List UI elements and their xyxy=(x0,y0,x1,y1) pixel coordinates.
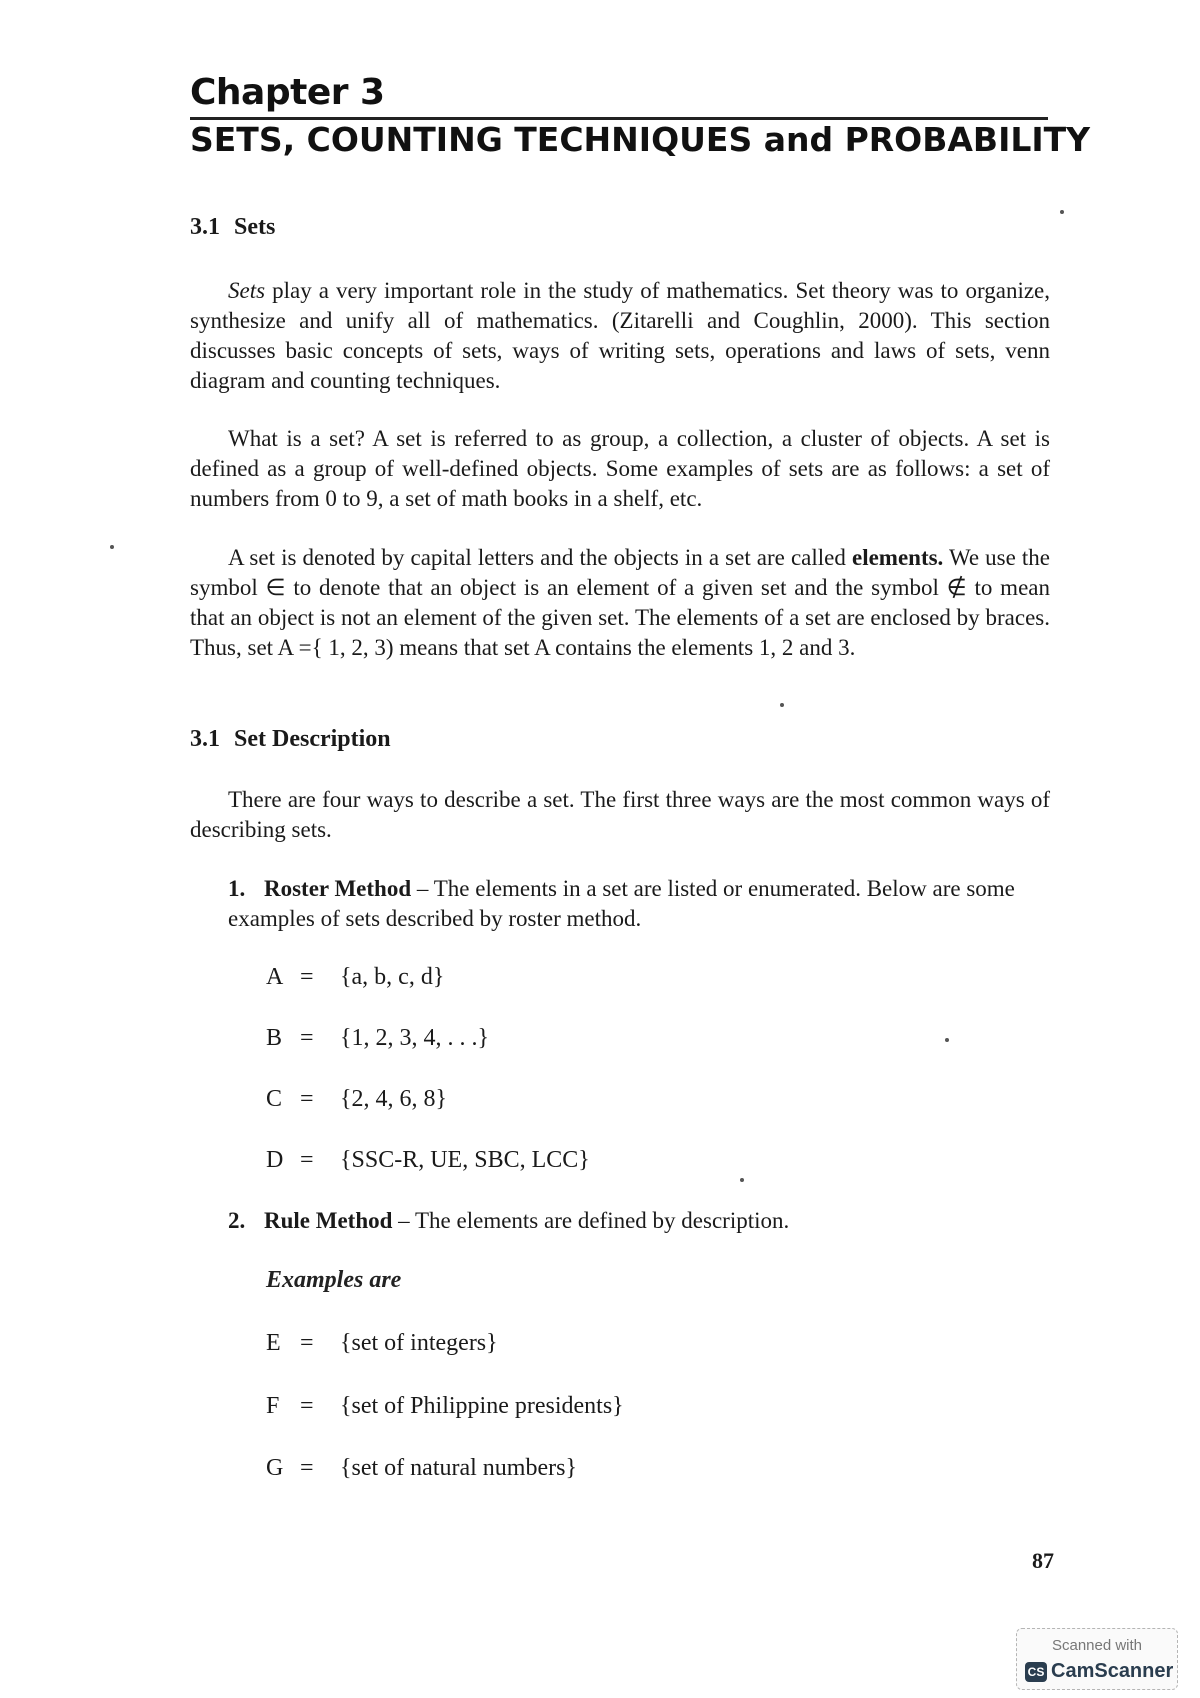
chapter-title: SETS, COUNTING TECHNIQUES and PROBABILITY xyxy=(190,120,1091,159)
intro-paragraph xyxy=(190,276,1050,396)
roster-method-item xyxy=(228,874,1050,934)
set-equals: = xyxy=(300,1147,314,1173)
section-number: 3.1 xyxy=(190,726,220,752)
set-row-d xyxy=(266,1147,590,1174)
section-title: Set Description xyxy=(234,726,391,752)
section-heading-description xyxy=(190,726,391,753)
denoted-part1: A set is denoted by capital letters and the objects in a set are called xyxy=(228,545,852,570)
page-number: 87 xyxy=(1032,1548,1054,1573)
denoted-paragraph xyxy=(190,543,1050,663)
camscanner-logo-icon: CS xyxy=(1025,1662,1047,1682)
denoted-part2: We use the symbol ∈ to denote that an object is an element of a given set and the symbol ∉ to mean that an object is not an element of the given set. The elements of a set are enclosed by braces. Thus, set A ={ 1, 2, 3) means that set A contains the elements 1, 2 and 3. xyxy=(190,545,1051,660)
set-equals: = xyxy=(300,1086,314,1112)
set-letter: A xyxy=(266,964,284,990)
set-letter: F xyxy=(266,1393,280,1419)
set-value: {2, 4, 6, 8} xyxy=(340,1086,448,1112)
item-number: 1. xyxy=(228,876,246,901)
examples-label: Examples are xyxy=(266,1267,402,1293)
set-value: {set of integers} xyxy=(340,1330,498,1356)
rule-method-item xyxy=(228,1206,1050,1236)
set-value: {set of natural numbers} xyxy=(340,1455,577,1481)
intro-lead: Sets xyxy=(228,278,266,303)
set-value: {SSC-R, UE, SBC, LCC} xyxy=(340,1147,590,1173)
item-text: – The elements are defined by description. xyxy=(392,1208,790,1233)
item-text: – The elements in a set are listed or enumerated. Below are some examples of sets described by roster method. xyxy=(228,876,1015,931)
denoted-bold: elements. xyxy=(851,545,944,570)
four-ways-paragraph: There are four ways to describe a set. The first three ways are the most common ways of describing sets. xyxy=(190,787,1050,842)
set-letter: D xyxy=(266,1147,284,1173)
scan-speck xyxy=(945,1038,949,1042)
scan-speck xyxy=(1060,210,1064,214)
item-number: 2. xyxy=(228,1208,246,1233)
set-row-g xyxy=(266,1455,577,1482)
scan-speck xyxy=(110,545,114,549)
set-equals: = xyxy=(300,1025,314,1051)
set-equals: = xyxy=(300,1393,314,1419)
set-letter: G xyxy=(266,1455,284,1481)
set-value: {1, 2, 3, 4, . . .} xyxy=(340,1025,490,1051)
item-title: Roster Method xyxy=(264,876,412,901)
section-number: 3.1 xyxy=(190,214,220,240)
set-row-e xyxy=(266,1330,498,1357)
set-letter: B xyxy=(266,1025,283,1051)
section-title: Sets xyxy=(234,214,276,240)
item-title: Rule Method xyxy=(264,1208,393,1233)
set-equals: = xyxy=(300,1330,314,1356)
set-row-c xyxy=(266,1086,447,1113)
scan-speck xyxy=(740,1178,744,1182)
set-equals: = xyxy=(300,1455,314,1481)
watermark-caption: Scanned with xyxy=(1051,1637,1143,1654)
set-value: {set of Philippine presidents} xyxy=(340,1393,624,1419)
what-is-set-paragraph: What is a set? A set is referred to as group, a collection, a cluster of objects. A set is defined as a group of well-defined objects. Some examples of sets are as follows: a set of numbers from 0 to 9, a set of math books in a shelf, etc. xyxy=(190,426,1050,511)
set-letter: C xyxy=(266,1086,283,1112)
set-value: {a, b, c, d} xyxy=(340,964,445,990)
set-row-a xyxy=(266,964,444,991)
intro-text: play a very important role in the study of mathematics. Set theory was to organize, synthesize and unify all of mathematics. (Zitarelli and Coughlin, 2000). This section discusses basic concepts of sets, ways of writing sets, operations and laws of sets, venn diagram and counting techniques. xyxy=(190,278,1050,393)
set-row-f xyxy=(266,1393,624,1420)
chapter-label: Chapter 3 xyxy=(190,72,385,113)
section-heading-sets xyxy=(190,214,275,241)
set-letter: E xyxy=(266,1330,281,1356)
set-row-b xyxy=(266,1025,489,1052)
scanner-watermark xyxy=(1016,1628,1178,1690)
set-equals: = xyxy=(300,964,314,990)
scan-speck xyxy=(780,703,784,707)
watermark-brand: CamScanner xyxy=(1051,1660,1174,1682)
